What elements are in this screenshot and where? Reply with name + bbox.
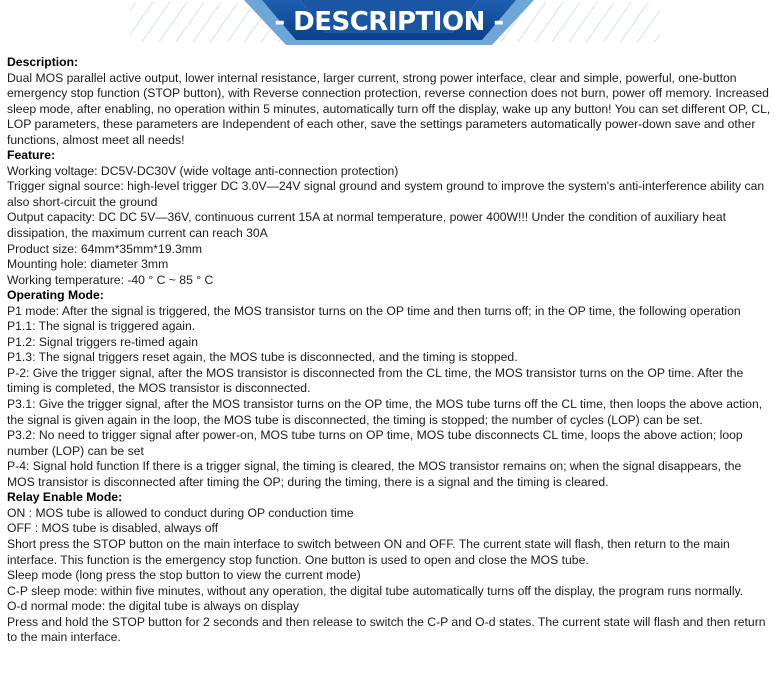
description-line: P3.2: No need to trigger signal after power-on, MOS tube turns on OP time, MOS tube disconnects CL time, loops the above action; loop number (LOP) can be set — [7, 428, 743, 458]
description-line: P1.1: The signal is triggered again. — [7, 319, 196, 334]
banner-title: - DESCRIPTION - — [274, 7, 504, 37]
description-line: Press and hold the STOP button for 2 seconds and then release to switch the C-P and O-d states. The current state will flash and then return to the main interface. — [7, 614, 766, 645]
description-line: Dual MOS parallel active output, lower internal resistance, larger current, strong power interface, clear and simple, powerful, one-button emergency stop function (STOP button), with Reverse connection protection, reverse connection does not burn, power off memory. Increased sleep mode, after enabling, no operation within 5 minutes, automatically turn off the display, wake up any button! You can set different OP, CL, LOP parameters, these parameters are Independent of each other, save the settings parameters automatically power-down save and other functions, almost meet all needs! — [7, 70, 771, 147]
description-line: Working temperature: -40 ° C ~ 85 ° C — [7, 272, 214, 287]
description-line: O-d normal mode: the digital tube is always on display — [7, 599, 299, 614]
description-line: P1 mode: After the signal is triggered, the MOS transistor turns on the OP time and then turns off; in the OP time, the following operation — [7, 303, 741, 318]
section-heading: Operating Mode: — [7, 288, 104, 303]
description-line: P1.3: The signal triggers reset again, the MOS tube is disconnected, and the timing is stopped. — [7, 350, 518, 365]
description-line: Short press the STOP button on the main interface to switch between ON and OFF. The current state will flash, then return to the main interface. This function is the emergency stop function. One button is used to open and close the MOS tube. — [7, 536, 730, 567]
description-line: Mounting hole: diameter 3mm — [7, 257, 169, 272]
description-line: Product size: 64mm*35mm*19.3mm — [7, 241, 203, 256]
description-line: C-P sleep mode: within five minutes, without any operation, the digital tube automatically turns off the display, the program runs normally. — [7, 583, 744, 598]
description-line: OFF : MOS tube is disabled, always off — [7, 521, 219, 536]
section-heading: Description: — [7, 55, 79, 69]
description-line: Output capacity: DC DC 5V—36V, continuous current 15A at normal temperature, power 400W!!! Under the condition of auxiliary heat dissipation, the maximum current can reach 30A — [7, 210, 726, 241]
description-line: Trigger signal source: high-level trigger DC 3.0V—24V signal ground and system ground to improve the system's anti-interference ability can also short-circuit the ground — [7, 179, 765, 209]
description-line: P-2: Give the trigger signal, after the MOS transistor is disconnected from the CL time, the MOS transistor turns on the OP time. After the timing is completed, the MOS transistor is disconnected. — [7, 365, 744, 396]
section-heading: Relay Enable Mode: — [7, 490, 123, 505]
description-line: P1.2: Signal triggers re-timed again — [7, 334, 199, 349]
description-line: ON : MOS tube is allowed to conduct during OP conduction time — [7, 505, 354, 520]
description-line: P-4: Signal hold function If there is a trigger signal, the timing is cleared, the MOS transistor remains on; when the signal disappears, the MOS transistor is disconnected after timing the OP; during the timing, there is a signal and the timing is cleared. — [7, 459, 742, 489]
section-heading: Feature: — [7, 148, 56, 163]
description-line: P3.1: Give the trigger signal, after the MOS transistor turns on the OP time, the MOS tube turns off the CL time, then loops the above action, the signal is given again in the loop, the MOS tube is disconnected, the timing is stopped; the number of cycles (LOP) can be set. — [7, 397, 763, 427]
description-content — [7, 55, 771, 646]
description-banner — [0, 0, 778, 46]
description-line: Working voltage: DC5V-DC30V (wide voltage anti-connection protection) — [7, 163, 399, 178]
description-line: Sleep mode (long press the stop button to view the current mode) — [7, 568, 361, 583]
